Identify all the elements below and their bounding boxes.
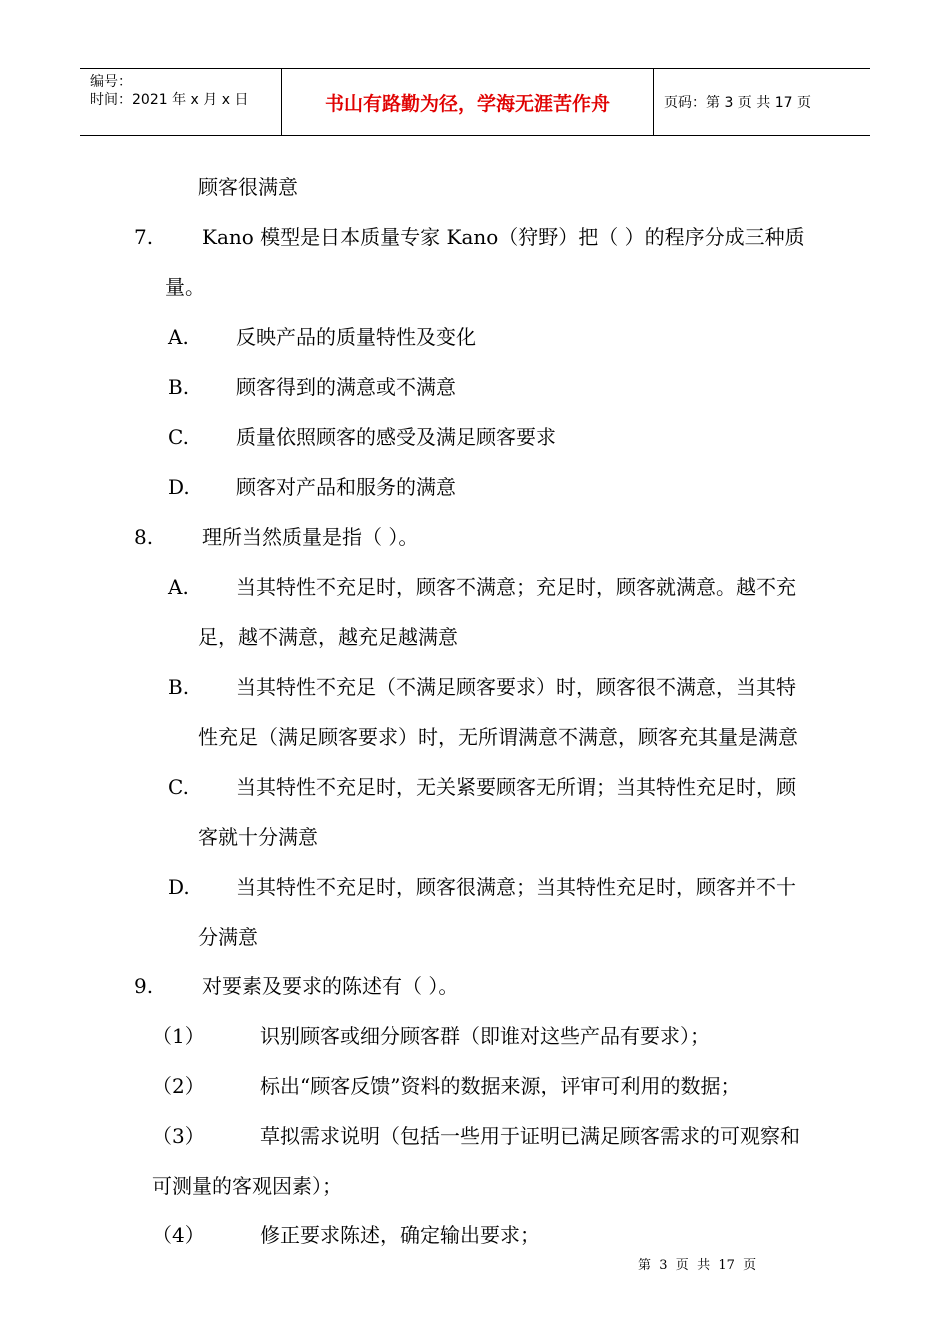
q7-option-d-text: 顾客对产品和服务的满意 <box>236 475 456 499</box>
q9-item-2-text: 标出“顾客反馈”资料的数据来源，评审可利用的数据； <box>260 1074 741 1098</box>
q7-option-a-label: A. <box>168 325 189 349</box>
question-7-text-cont: 量。 <box>165 275 205 299</box>
header-right-cell <box>654 69 870 135</box>
q9-item-4-label: （4） <box>152 1223 205 1247</box>
q9-item-3-text: 草拟需求说明（包括一些用于证明已满足顾客需求的可观察和 <box>260 1124 800 1148</box>
q9-item-2-label: （2） <box>152 1074 205 1098</box>
q7-option-c-label: C. <box>168 425 189 449</box>
q8-option-b-label: B. <box>168 675 190 699</box>
header-left-cell <box>80 69 282 135</box>
previous-option-tail: 顾客很满意 <box>198 175 298 199</box>
q8-option-a-label: A. <box>168 575 189 599</box>
q8-option-a-text: 当其特性不充足时，顾客不满意；充足时，顾客就满意。越不充 <box>236 575 796 599</box>
q9-item-1-text: 识别顾客或细分顾客群（即谁对这些产品有要求）； <box>260 1024 710 1048</box>
q7-option-d-label: D. <box>168 475 190 499</box>
q9-item-3-text-cont: 可测量的客观因素）； <box>152 1174 342 1198</box>
document-date-label: 时间：2021 年 x 月 x 日 <box>90 92 249 108</box>
header-page-number: 页码：第 3 页 共 17 页 <box>664 95 811 111</box>
question-8-number: 8. <box>134 525 154 549</box>
q7-option-b-label: B. <box>168 375 190 399</box>
question-7-text: Kano 模型是日本质量专家 Kano（狩野）把（ ）的程序分成三种质 <box>202 225 805 249</box>
question-8-text: 理所当然质量是指（ ）。 <box>202 525 419 549</box>
question-9-number: 9. <box>134 974 154 998</box>
q7-option-c-text: 质量依照顾客的感受及满足顾客要求 <box>236 425 556 449</box>
page-footer: 第 3 页 共 17 页 <box>638 1258 757 1273</box>
header-motto-cell <box>282 69 654 135</box>
q9-item-3-label: （3） <box>152 1124 205 1148</box>
q9-item-1-label: （1） <box>152 1024 205 1048</box>
q8-option-b-text-cont: 性充足（满足顾客要求）时，无所谓满意不满意，顾客充其量是满意 <box>198 725 798 749</box>
q8-option-c-text: 当其特性不充足时，无关紧要顾客无所谓；当其特性充足时，顾 <box>236 775 796 799</box>
question-7-number: 7. <box>134 225 154 249</box>
q8-option-d-text-cont: 分满意 <box>198 925 258 949</box>
document-number-label: 编号： <box>90 74 132 90</box>
q8-option-c-label: C. <box>168 775 189 799</box>
q8-option-c-text-cont: 客就十分满意 <box>198 825 318 849</box>
page-header <box>80 68 870 136</box>
q8-option-a-text-cont: 足，越不满意，越充足越满意 <box>198 625 458 649</box>
header-motto: 书山有路勤为径，学海无涯苦作舟 <box>324 93 610 115</box>
question-9-text: 对要素及要求的陈述有（ ）。 <box>202 974 459 998</box>
q8-option-d-text: 当其特性不充足时，顾客很满意；当其特性充足时，顾客并不十 <box>236 875 796 899</box>
q8-option-b-text: 当其特性不充足（不满足顾客要求）时，顾客很不满意，当其特 <box>236 675 796 699</box>
q7-option-a-text: 反映产品的质量特性及变化 <box>236 325 476 349</box>
q9-item-4-text: 修正要求陈述，确定输出要求； <box>260 1223 540 1247</box>
q8-option-d-label: D. <box>168 875 190 899</box>
q7-option-b-text: 顾客得到的满意或不满意 <box>236 375 456 399</box>
